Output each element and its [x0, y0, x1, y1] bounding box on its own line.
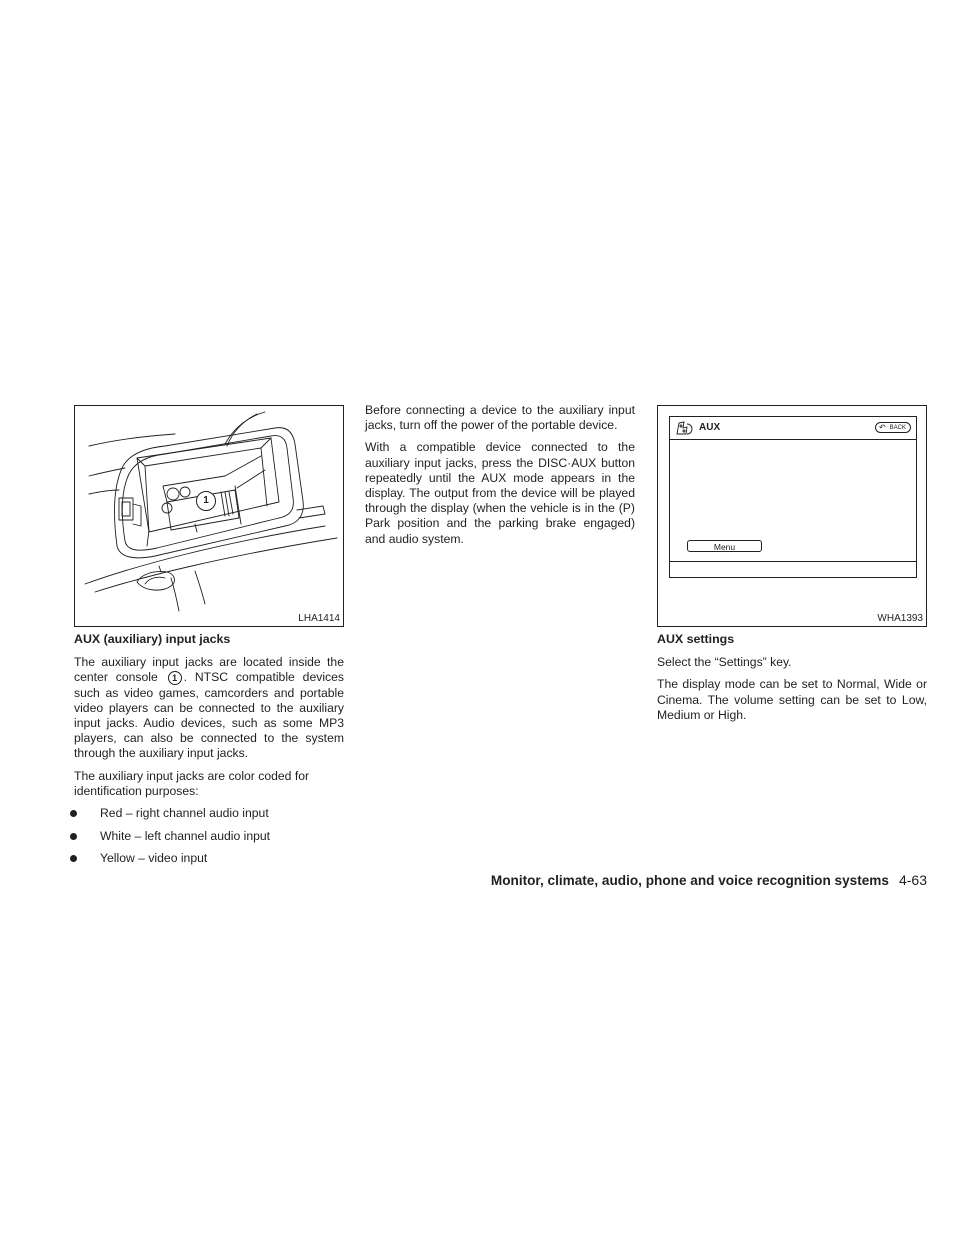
column-left: [74, 632, 344, 874]
list-item: Red – right channel audio input: [74, 806, 344, 821]
aux-source-icon: [675, 420, 695, 436]
paragraph-display-mode: The display mode can be set to Normal, Wide or Cinema. The volume setting can be set to Low, Medium or High.: [657, 677, 927, 722]
aux-screen-illustration: [657, 405, 927, 627]
paragraph-color-coded: The auxiliary input jacks are color coded for identification purposes:: [74, 768, 310, 798]
figure-code: LHA1414: [298, 613, 340, 624]
bullet-icon: [70, 855, 77, 862]
list-item: Yellow – video input: [74, 851, 344, 866]
paragraph-power-off: Before connecting a device to the auxiliary input jacks, turn off the power of the portable device.: [365, 403, 635, 433]
section-heading-aux-jacks: AUX (auxiliary) input jacks: [74, 632, 231, 646]
paragraph-select-settings: Select the “Settings” key.: [657, 655, 792, 670]
callout-1-ref: 1: [168, 671, 182, 685]
console-illustration: [74, 405, 344, 627]
page-number: 4-63: [898, 872, 927, 888]
page-footer: [380, 871, 927, 890]
display-footer-divider: [670, 561, 916, 562]
jack-color-list: [74, 806, 344, 867]
back-button[interactable]: [875, 422, 911, 433]
chapter-title: Monitor, climate, audio, phone and voice recognition systems: [490, 873, 889, 888]
aux-display: [669, 416, 917, 578]
back-arrow-icon: ↶: [879, 423, 886, 432]
callout-1-marker: 1: [196, 491, 216, 511]
paragraph-jacks-location: The auxiliary input jacks are located inside the center console 1 . NTSC compatible devices such as video games, camcorders and portable video players can be connected to the auxiliary input jacks. Audio devices, such as some MP3 players, can also be connected to the system through the auxiliary input jacks.: [74, 655, 344, 761]
figure-code: WHA1393: [877, 613, 923, 624]
display-header: [670, 417, 916, 440]
back-button-label: BACK: [889, 425, 906, 431]
paragraph-disc-aux: With a compatible device connected to the auxiliary input jacks, press the DISC·AUX button repeatedly until the AUX mode appears in the display. The output from the device will be played through the display (when the vehicle is in the (P) Park position and the parking brake engaged) and audio system.: [365, 440, 635, 546]
column-middle: [365, 403, 635, 554]
menu-button[interactable]: Menu: [687, 540, 762, 552]
section-heading-aux-settings: AUX settings: [657, 632, 735, 646]
bullet-icon: [70, 810, 77, 817]
list-item: White – left channel audio input: [74, 829, 344, 844]
bullet-icon: [70, 833, 77, 840]
display-title: AUX: [699, 422, 721, 433]
column-right: [657, 632, 927, 730]
